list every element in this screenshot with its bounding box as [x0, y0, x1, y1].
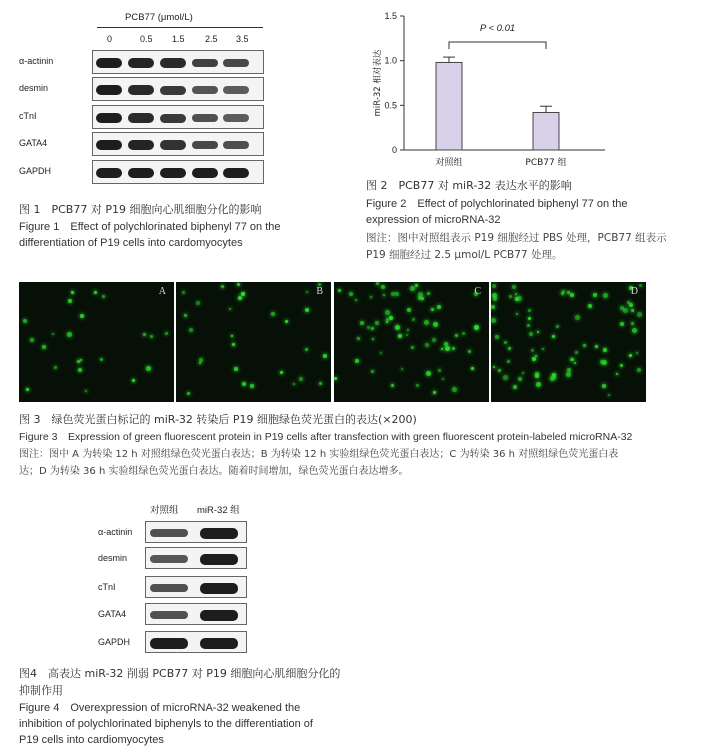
fluorescent-cell — [85, 390, 87, 392]
blot-label-desmin: desmin — [19, 83, 49, 93]
fluorescent-cell — [100, 358, 103, 361]
fluorescent-cell — [445, 346, 450, 351]
blot-band — [128, 113, 154, 123]
y-tick-label: 0 — [391, 145, 397, 155]
fluorescence-panel-d — [491, 282, 646, 402]
fluorescent-cell — [395, 292, 399, 296]
fluorescent-cell — [595, 345, 598, 348]
blot-label-ctni: cTnI — [98, 582, 116, 592]
fluorescent-cell — [371, 370, 374, 373]
figure-2-caption-en-1: Figure 2 Effect of polychlorinated biphenyl 77 on the — [366, 198, 628, 210]
fluorescent-cell — [556, 325, 559, 328]
fluorescent-cell — [441, 348, 443, 350]
fluorescent-cell — [241, 292, 245, 296]
significance-label: P < 0.01 — [479, 23, 516, 34]
fluorescent-cell — [132, 379, 135, 382]
fluorescent-cell — [189, 328, 193, 332]
fluorescent-cell — [372, 338, 374, 340]
y-tick-label: 1.5 — [384, 11, 397, 21]
fluorescent-cell — [636, 352, 638, 354]
blot-frame-desmin — [92, 77, 264, 101]
fluorescent-cell — [432, 338, 436, 342]
fluorescent-cell — [285, 320, 288, 323]
fluorescent-cell — [349, 292, 353, 296]
blot-band — [192, 114, 218, 122]
fluorescent-cell — [411, 346, 414, 349]
fluorescent-cell — [42, 345, 46, 349]
concentration-label: 0 — [107, 34, 113, 44]
fluorescent-cell — [77, 360, 80, 363]
fluorescent-cell — [383, 294, 385, 296]
fluorescent-cell — [575, 351, 578, 354]
blot-label-actinin: α-actinin — [19, 56, 54, 66]
fluorescent-cell — [583, 344, 586, 347]
blot-frame-ctni — [92, 105, 264, 129]
blot-frame-actinin — [92, 50, 264, 74]
fluorescent-cell — [631, 322, 634, 325]
figure-3-caption-en: Figure 3 Expression of green fluorescent protein in P19 cells after transfection with green fluorescent protein-labeled microRNA-32 — [19, 431, 633, 443]
fluorescent-cell — [389, 316, 393, 320]
fluorescent-cell — [571, 358, 574, 361]
fluorescent-cell — [94, 291, 97, 294]
fluorescent-cell — [415, 284, 418, 287]
fluorescent-cell — [522, 372, 524, 374]
figure-4-caption-en-1: Figure 4 Overexpression of microRNA-32 weakened the — [19, 702, 301, 714]
fluorescent-cell — [375, 321, 379, 325]
figure-3-caption-cn: 图 3 绿色荧光蛋白标记的 miR-32 转染后 P19 细胞绿色荧光蛋白的表达(×200) — [19, 413, 417, 426]
fluorescent-cell — [637, 312, 642, 317]
fluorescent-cell — [602, 384, 606, 388]
blot-frame-gapdh — [145, 631, 247, 653]
fluorescent-cell — [199, 358, 203, 362]
fluorescent-cell — [631, 309, 634, 312]
fluorescent-cell — [234, 367, 238, 371]
fluorescent-cell — [535, 374, 539, 378]
fluorescent-cell — [250, 384, 254, 388]
fluorescent-cell — [629, 303, 633, 307]
fluorescent-cell — [639, 284, 642, 287]
fluorescent-cell — [338, 289, 341, 292]
figure-4-caption-en-3: P19 cells into cardiomyocytes — [19, 734, 164, 746]
blot-band — [200, 638, 238, 649]
fluorescent-cell — [528, 317, 531, 320]
fluorescent-cell — [418, 296, 422, 300]
figure-4-caption-cn-2: 抑制作用 — [19, 684, 63, 697]
figure-1-caption-en-1: Figure 1 Effect of polychlorinated biphenyl 77 on the — [19, 221, 281, 233]
fluorescent-cell — [535, 355, 537, 357]
fluorescent-cell — [407, 329, 409, 331]
fluorescent-cell — [407, 308, 411, 312]
fluorescent-cell — [517, 296, 522, 301]
blot-band — [128, 85, 154, 95]
fluorescent-cell — [431, 308, 434, 311]
fluorescent-cell — [150, 335, 153, 338]
fluorescent-cell — [495, 335, 499, 339]
fluorescent-cell — [232, 343, 235, 346]
fluorescent-cell — [492, 293, 497, 298]
fluorescent-cell — [26, 388, 29, 391]
blot-band — [200, 583, 238, 594]
blot-band — [192, 168, 218, 178]
fluorescent-cell — [305, 308, 309, 312]
fluorescent-cell — [492, 284, 496, 288]
fluorescent-cell — [562, 290, 565, 293]
blot-band — [150, 611, 188, 620]
fluorescent-cell — [367, 326, 370, 329]
fluorescent-cell — [306, 291, 308, 293]
fluorescent-cell — [620, 322, 624, 326]
blot-frame-gata4 — [92, 132, 264, 156]
concentration-label: 1.5 — [172, 34, 185, 44]
fluorescent-cell — [380, 352, 382, 354]
fluorescent-cell — [474, 325, 479, 330]
fluorescent-cell — [385, 310, 390, 315]
fluorescent-cell — [412, 318, 415, 321]
fluorescent-cell — [391, 292, 395, 296]
figure-2-note-2: P19 细胞经过 2.5 μmol/L PCB77 处理。 — [366, 249, 563, 261]
blot-band — [128, 168, 154, 178]
blot-band — [150, 638, 188, 649]
fluorescent-cell — [143, 333, 146, 336]
fluorescent-cell — [67, 332, 72, 337]
blot-frame-actinin — [145, 521, 247, 543]
panel-letter-c: C — [474, 286, 481, 297]
blot-band — [96, 168, 122, 178]
blot-band — [192, 86, 218, 94]
fluorescent-cell — [401, 368, 403, 370]
fluorescent-cell — [462, 332, 465, 335]
fluorescent-cell — [513, 385, 517, 389]
blot-band — [223, 86, 249, 94]
fluorescent-cell — [593, 293, 597, 297]
fluorescent-cell — [455, 334, 458, 337]
fluorescent-cell — [498, 369, 501, 372]
fluorescent-cell — [468, 350, 471, 353]
fluorescent-cell — [242, 382, 246, 386]
fluorescent-cell — [293, 383, 295, 385]
fluorescent-cell — [588, 304, 592, 308]
fluorescent-cell — [552, 335, 555, 338]
figure-2-caption-cn: 图 2 PCB77 对 miR-32 表达水平的影响 — [366, 179, 572, 192]
fluorescent-cell — [433, 322, 438, 327]
fluorescent-cell — [30, 338, 34, 342]
blot-band — [96, 85, 122, 95]
fluorescent-cell — [80, 359, 82, 361]
bar-control — [436, 62, 462, 150]
bar-pcb77 — [533, 112, 559, 150]
fluorescent-cell — [551, 375, 556, 380]
fluorescent-cell — [102, 295, 105, 298]
fluorescent-cell — [360, 321, 364, 325]
figure-4-group-mir32: miR-32 组 — [197, 505, 240, 516]
fluorescent-cell — [425, 343, 429, 347]
blot-label-gapdh: GAPDH — [19, 166, 52, 176]
significance-bracket — [449, 42, 546, 49]
blot-band — [200, 528, 238, 539]
fluorescent-cell — [516, 313, 518, 315]
fluorescent-cell — [536, 382, 541, 387]
concentration-label: 0.5 — [140, 34, 153, 44]
fluorescent-cell — [575, 315, 580, 320]
fluorescent-cell — [299, 377, 303, 381]
fluorescent-cell — [518, 377, 522, 381]
fluorescent-cell — [503, 375, 508, 380]
fluorescent-cell — [410, 286, 415, 291]
blot-band — [128, 58, 154, 68]
concentration-title: PCB77 (μmol/L) — [125, 12, 193, 23]
blot-band — [200, 554, 238, 565]
fluorescent-cell — [427, 292, 430, 295]
fluorescent-cell — [508, 347, 511, 350]
fluorescent-cell — [603, 348, 607, 352]
fluorescent-cell — [570, 293, 574, 297]
fluorescent-cell — [80, 314, 84, 318]
fluorescent-cell — [398, 334, 402, 338]
figure-1-caption-en-2: differentiation of P19 cells into cardomyocytes — [19, 237, 243, 249]
fluorescent-cell — [632, 328, 637, 333]
blot-label-ctni: cTnI — [19, 111, 37, 121]
fluorescent-cell — [78, 368, 82, 372]
blot-label-desmin: desmin — [98, 553, 128, 563]
fluorescent-cell — [600, 360, 604, 364]
fluorescent-cell — [370, 296, 372, 298]
fluorescent-cell — [182, 291, 185, 294]
panel-letter-b: B — [316, 286, 323, 297]
fluorescent-cell — [221, 285, 224, 288]
blot-band — [160, 168, 186, 178]
blot-band — [192, 59, 218, 68]
fluorescent-cell — [574, 362, 576, 364]
fluorescent-cell — [529, 332, 533, 336]
blot-frame-desmin — [145, 547, 247, 569]
fluorescent-cell — [187, 392, 190, 395]
fluorescence-panel-a — [19, 282, 174, 402]
fluorescent-cell — [271, 312, 275, 316]
fluorescent-cell — [637, 368, 641, 372]
fluorescent-cell — [381, 285, 385, 289]
blot-band — [160, 114, 186, 123]
fluorescent-cell — [515, 293, 517, 295]
fluorescent-cell — [452, 387, 457, 392]
fluorescent-cell — [416, 384, 419, 387]
blot-label-gata4: GATA4 — [19, 138, 48, 148]
blot-band — [200, 610, 238, 621]
fluorescent-cell — [357, 337, 360, 340]
y-tick-label: 1.0 — [384, 55, 397, 66]
fluorescent-cell — [491, 305, 495, 309]
fluorescent-cell — [452, 347, 455, 350]
figure-4-group-control: 对照组 — [150, 505, 179, 516]
blot-band — [192, 141, 218, 150]
blot-band — [160, 86, 186, 95]
blot-band — [150, 529, 188, 538]
fluorescent-cell — [507, 360, 510, 363]
blot-band — [160, 140, 186, 149]
fluorescent-cell — [355, 359, 359, 363]
fluorescent-cell — [146, 366, 151, 371]
fluorescent-cell — [237, 283, 240, 286]
figure-4-caption-en-2: inhibition of polychlorinated biphenyls to the differentiation of — [19, 718, 313, 730]
fluorescent-cell — [433, 391, 436, 394]
figure-3-note-2: 达；D 为转染 36 h 实验组绿色荧光蛋白表达。随着时间增加，绿色荧光蛋白表达增多。 — [19, 466, 409, 477]
fluorescent-cell — [532, 357, 536, 361]
figure-3-note-1: 图注：图中 A 为转染 12 h 对照组绿色荧光蛋白表达；B 为转染 12 h 实验组绿色荧光蛋白表达；C 为转染 36 h 对照组绿色荧光蛋白表 — [19, 449, 619, 460]
fluorescent-cell — [184, 314, 187, 317]
blot-band — [128, 140, 154, 150]
fluorescent-cell — [493, 366, 495, 368]
fluorescent-cell — [68, 299, 72, 303]
fluorescent-cell — [424, 320, 429, 325]
fluorescent-cell — [542, 348, 544, 350]
figure-2-bar-chart — [360, 0, 620, 172]
blot-frame-ctni — [145, 576, 247, 598]
figure-1-caption-cn: 图 1 PCB77 对 P19 细胞向心肌细胞分化的影响 — [19, 203, 262, 216]
fluorescent-cell — [566, 372, 571, 377]
y-axis-label: miR-32 相对表达 — [373, 49, 383, 117]
fluorescent-cell — [620, 306, 624, 310]
fluorescent-cell — [527, 324, 530, 327]
figure-4-caption-cn-1: 图4 高表达 miR-32 削弱 PCB77 对 P19 细胞向心肌细胞分化的 — [19, 667, 341, 680]
fluorescent-cell — [438, 369, 441, 372]
blot-band — [223, 114, 249, 122]
blot-band — [150, 584, 188, 593]
fluorescent-cell — [319, 382, 322, 385]
blot-label-gapdh: GAPDH — [98, 637, 131, 647]
panel-letter-d: D — [630, 286, 638, 297]
blot-label-actinin: α-actinin — [98, 527, 133, 537]
fluorescent-cell — [280, 371, 283, 374]
fluorescent-cell — [426, 371, 431, 376]
fluorescent-cell — [491, 318, 496, 323]
fluorescent-cell — [386, 321, 388, 323]
fluorescent-cell — [238, 296, 242, 300]
fluorescent-cell — [531, 349, 534, 352]
fluorescent-cell — [528, 309, 531, 312]
fluorescent-cell — [395, 325, 400, 330]
fluorescent-cell — [229, 308, 231, 310]
fluorescent-cell — [376, 282, 379, 285]
fluorescent-cell — [231, 335, 233, 337]
fluorescent-cell — [305, 348, 308, 351]
concentration-underline — [97, 27, 263, 28]
blot-band — [223, 59, 249, 68]
fluorescent-cell — [23, 319, 27, 323]
blot-band — [223, 141, 249, 149]
fluorescent-cell — [391, 384, 394, 387]
fluorescent-cell — [323, 354, 327, 358]
fluorescent-cell — [608, 394, 610, 396]
fluorescence-panel-c — [334, 282, 489, 402]
fluorescence-panel-b — [176, 282, 331, 402]
fluorescent-cell — [471, 367, 474, 370]
fluorescent-cell — [509, 295, 512, 298]
concentration-label: 3.5 — [236, 34, 249, 44]
fluorescent-cell — [52, 333, 54, 335]
fluorescent-cell — [629, 354, 632, 357]
fluorescent-cell — [442, 378, 444, 380]
blot-band — [223, 168, 249, 178]
fluorescent-cell — [620, 364, 623, 367]
fluorescent-cell — [199, 362, 201, 364]
fluorescent-cell — [504, 341, 507, 344]
blot-band — [160, 58, 186, 68]
blot-band — [96, 58, 122, 68]
y-tick-label: 0.5 — [384, 100, 397, 111]
fluorescent-cell — [71, 291, 74, 294]
blot-band — [96, 140, 122, 150]
figure-2-caption-en-2: expression of microRNA-32 — [366, 214, 501, 226]
blot-band — [96, 113, 122, 123]
fluorescent-cell — [371, 327, 374, 330]
fluorescent-cell — [196, 301, 200, 305]
fluorescent-cell — [512, 285, 516, 289]
fluorescent-cell — [603, 293, 608, 298]
fluorescent-cell — [355, 299, 357, 301]
panel-letter-a: A — [158, 286, 166, 297]
fluorescent-cell — [334, 377, 337, 380]
fluorescent-cell — [165, 332, 168, 335]
fluorescent-cell — [537, 331, 539, 333]
fluorescent-cell — [616, 373, 618, 375]
fluorescent-cell — [54, 366, 57, 369]
x-category-label: 对照组 — [435, 158, 463, 168]
blot-band — [150, 555, 188, 563]
fluorescent-cell — [406, 334, 408, 336]
fluorescent-cell — [437, 305, 441, 309]
blot-frame-gata4 — [145, 603, 247, 625]
blot-label-gata4: GATA4 — [98, 609, 127, 619]
x-category-label: PCB77 组 — [525, 158, 567, 168]
blot-frame-gapdh — [92, 160, 264, 184]
concentration-label: 2.5 — [205, 34, 218, 44]
figure-2-note-1: 图注：图中对照组表示 P19 细胞经过 PBS 处理，PCB77 组表示 — [366, 232, 667, 244]
